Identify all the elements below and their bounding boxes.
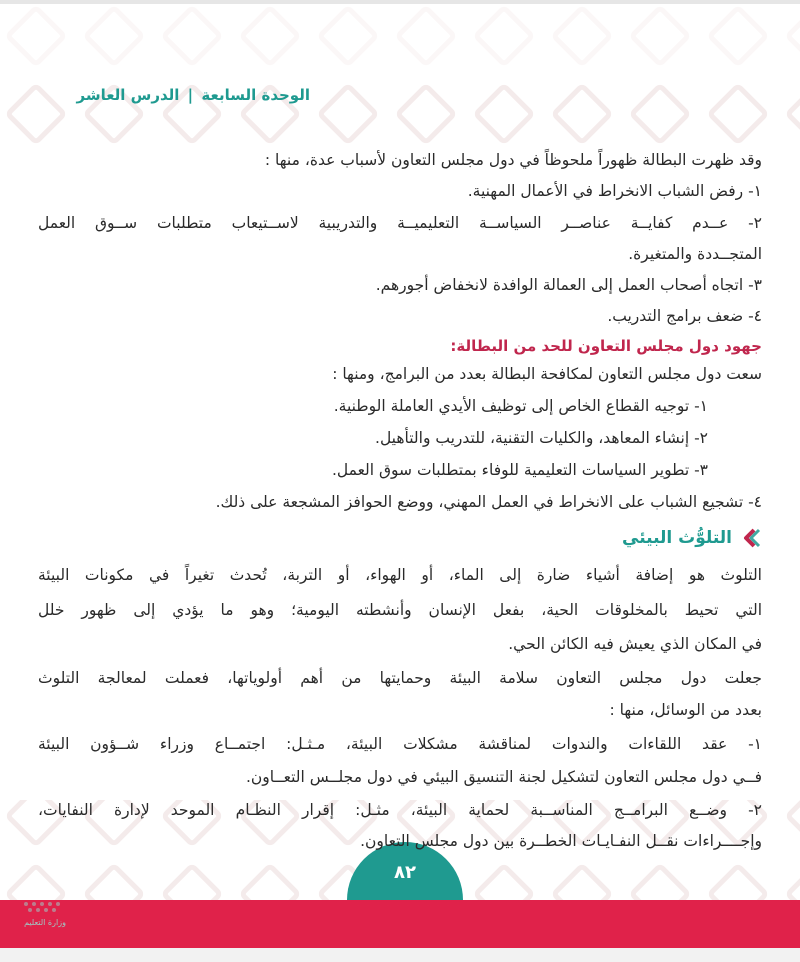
list-item: ٤- ضعف برامج التدريب. (607, 307, 762, 325)
subheading: جهود دول مجلس التعاون للحد من البطالة: (450, 337, 762, 355)
list-item-continuation: فــي دول مجلس التعاون لتشكيل لجنة التنسيق البيئي في دول مجلــس التعــاون. (246, 768, 762, 786)
list-item: ٣- اتجاه أصحاب العمل إلى العمالة الوافدة لانخفاض أجورهم. (375, 276, 762, 294)
paragraph-line: التلوث هو إضافة أشياء ضارة إلى الماء، أو الهواء، أو التربة، تُحدث تغيراً في مكونات البيئة (38, 566, 762, 584)
header-lesson: الدرس العاشر (76, 86, 180, 104)
chevron-left-icon (740, 527, 762, 549)
section-title: التلوُّث البيئي (622, 528, 732, 548)
list-item: ٢- عــدم كفايــة عناصــر السياســة التعليميــة والتدريبية لاســتيعاب متطلبات ســوق العمل (38, 214, 762, 232)
list-item-continuation: وإجــــراءات نقــل النفـايـات الخطــرة بين دول مجلس التعاون. (360, 832, 762, 850)
paragraph-line: جعلت دول مجلس التعاون سلامة البيئة وحمايتها من أهم أولوياتها، فعملت لمعالجة التلوث (38, 669, 762, 687)
list-item: ٢- وضــع البرامــج المناســبة لحماية البيئة، مثـل: إقرار النظـام الموحد لإدارة النفايات، (38, 801, 762, 819)
paragraph-line: التي تحيط بالمخلوقات الحية، بفعل الإنسان وأنشطته اليومية؛ وهو ما يؤدي إلى ظهور خلل (38, 601, 762, 619)
list-item: ١- عقد اللقاءات والندوات لمناقشة مشكلات البيئة، مـثـل: اجتمــاع وزراء شــؤون البيئة (38, 735, 762, 753)
page-number: ٨٢ (394, 862, 416, 883)
logo-text: وزارة التعليم (24, 918, 66, 927)
unit-lesson-header (76, 86, 310, 104)
list-item: ٤- تشجيع الشباب على الانخراط في العمل المهني، ووضع الحوافز المشجعة على ذلك. (215, 493, 762, 511)
list-item: ١- توجيه القطاع الخاص إلى توظيف الأيدي العاملة الوطنية. (333, 397, 708, 415)
header-unit: الوحدة السابعة (201, 86, 310, 104)
section-heading (622, 527, 762, 549)
list-item: ١- رفض الشباب الانخراط في الأعمال المهنية. (467, 182, 762, 200)
paragraph-intro: وقد ظهرت البطالة ظهوراً ملحوظاً في دول مجلس التعاون لأسباب عدة، منها : (264, 151, 762, 169)
paragraph-line: بعدد من الوسائل، منها : (609, 701, 762, 719)
list-item: ٢- إنشاء المعاهد، والكليات التقنية، للتدريب والتأهيل. (375, 429, 708, 447)
header-separator: | (187, 86, 194, 104)
paragraph-line: في المكان الذي يعيش فيه الكائن الحي. (508, 635, 762, 653)
paragraph: سعت دول مجلس التعاون لمكافحة البطالة بعدد من البرامج، ومنها : (332, 365, 762, 383)
list-item-continuation: المتجــددة والمتغيرة. (628, 245, 762, 263)
list-item: ٣- تطوير السياسات التعليمية للوفاء بمتطلبات سوق العمل. (331, 461, 708, 479)
ministry-logo-icon (14, 896, 74, 936)
